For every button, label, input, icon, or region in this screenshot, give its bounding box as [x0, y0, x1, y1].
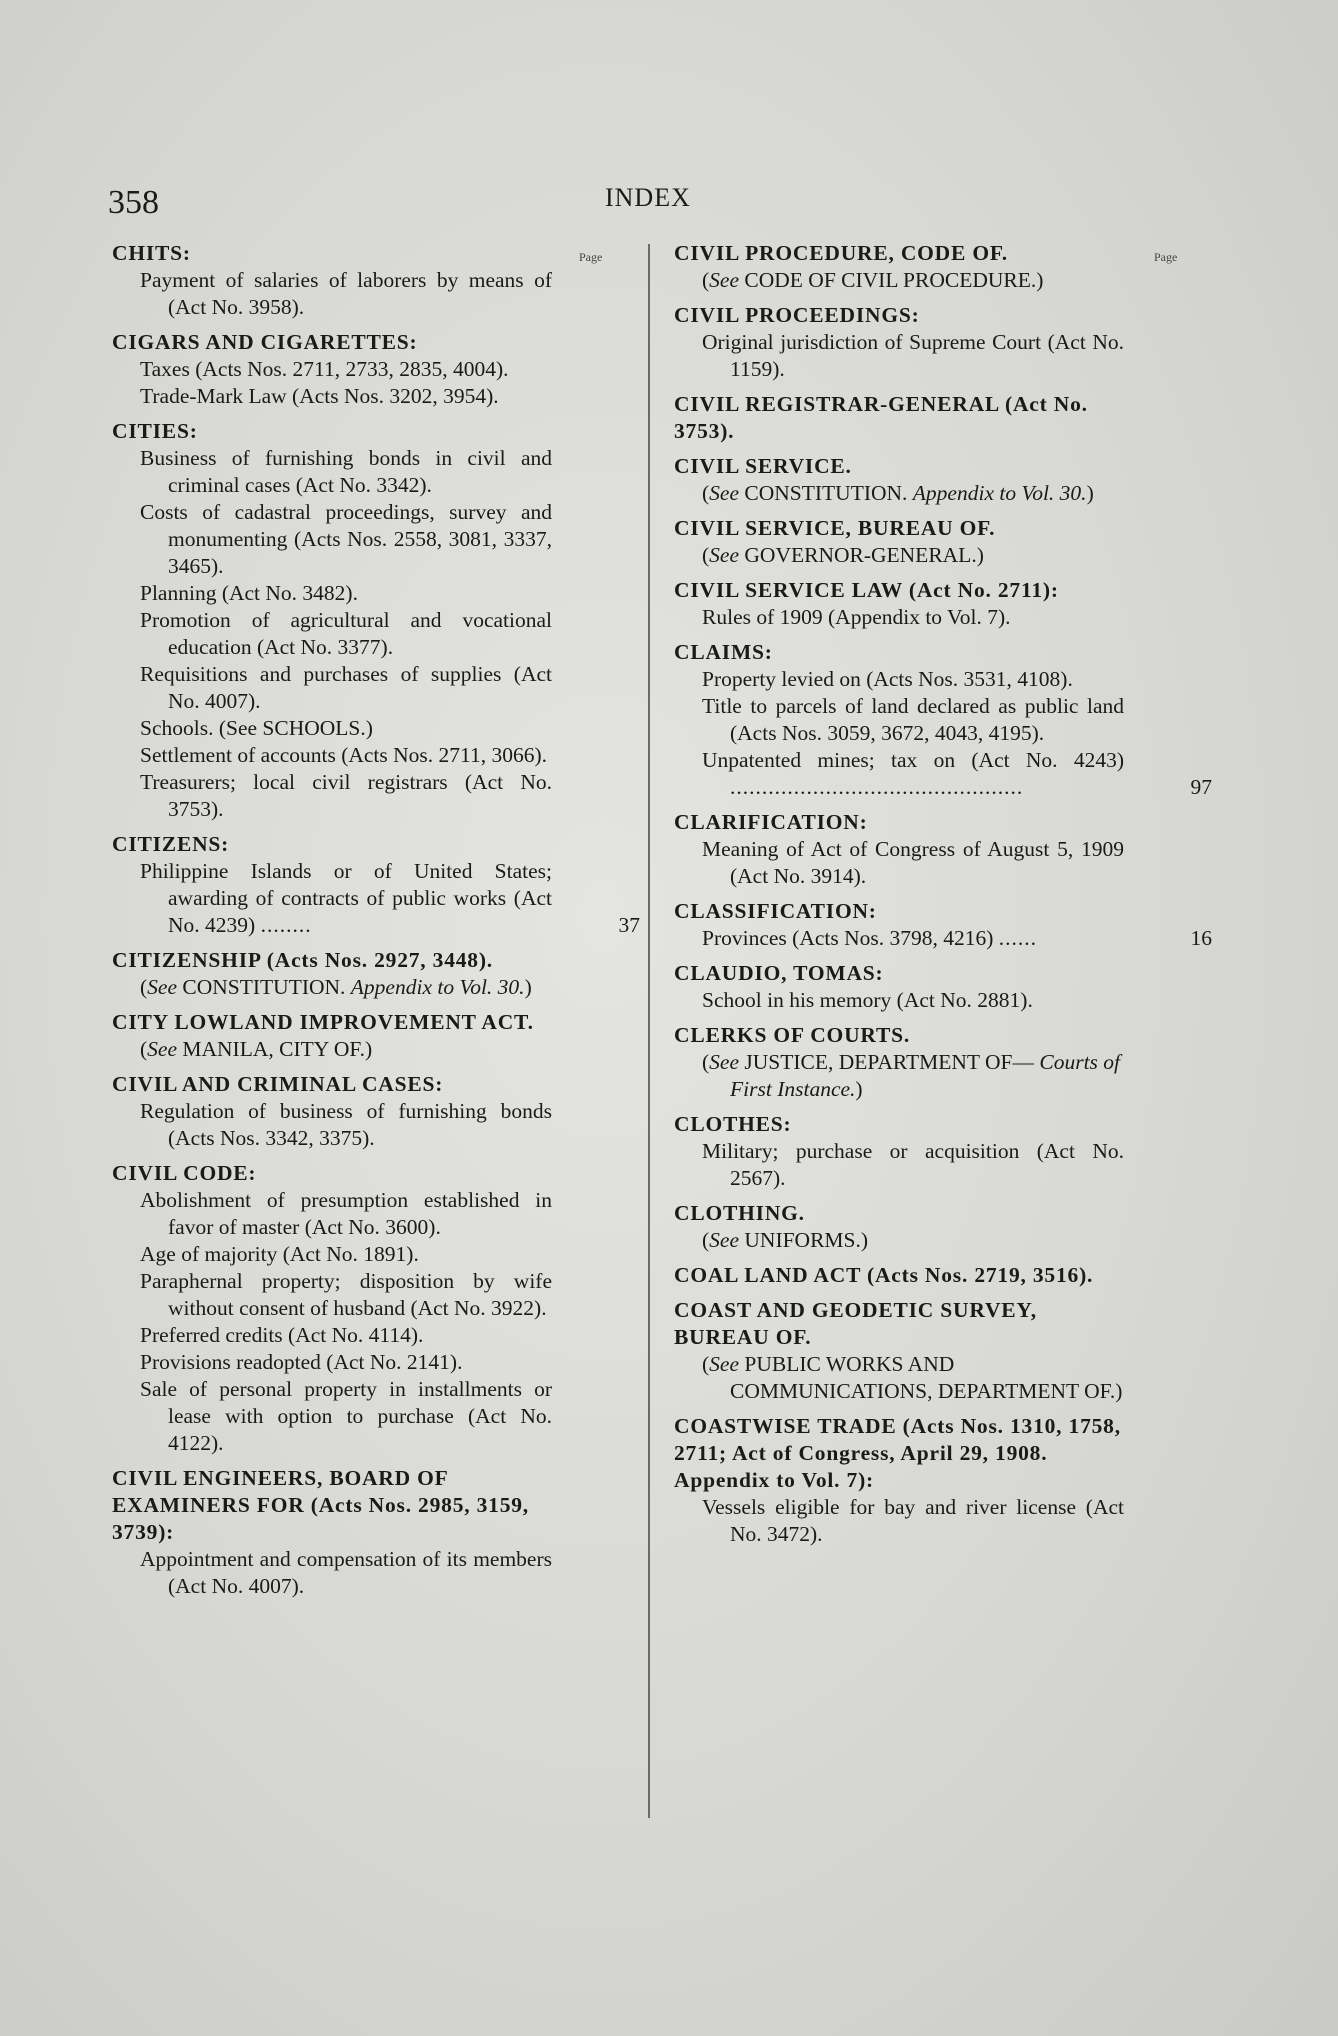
- entry-subheading: [112, 356, 552, 383]
- entry-heading: CITIZENS:: [112, 832, 230, 856]
- entry-subheading: [112, 1241, 552, 1268]
- entry-subheading: [112, 1376, 552, 1457]
- index-entry: [112, 947, 552, 1001]
- page-label-left: Page: [579, 250, 603, 264]
- dot-leader: ..............................................: [730, 775, 1024, 799]
- subheading-text: Vessels eligible for bay and river license (Act No. 3472).: [702, 1495, 1124, 1546]
- entry-subheading: [112, 499, 552, 580]
- index-entry: [112, 329, 552, 410]
- index-entry: [112, 1160, 552, 1457]
- dot-leader: ........: [260, 913, 312, 937]
- entry-subheading: [674, 604, 1124, 631]
- entry-heading: CIVIL SERVICE.: [674, 454, 852, 478]
- index-entry: [674, 1111, 1124, 1192]
- see-label: See: [147, 975, 178, 999]
- cross-reference: (See UNIFORMS.): [702, 1228, 869, 1252]
- entry-subheading: [112, 742, 552, 769]
- entry-subheading: [674, 329, 1124, 383]
- entry-subheading: [112, 580, 552, 607]
- entry-subheading: [674, 987, 1124, 1014]
- entry-heading: CLASSIFICATION:: [674, 899, 877, 923]
- index-entry: [674, 1413, 1124, 1548]
- see-label: See: [709, 543, 740, 567]
- see-target: MANILA, CITY OF.: [182, 1037, 366, 1061]
- see-label: See: [709, 1050, 740, 1074]
- cross-reference: (See GOVERNOR-GENERAL.): [702, 543, 984, 567]
- index-entry: [674, 1297, 1124, 1405]
- subheading-text: Settlement of accounts (Acts Nos. 2711, 3066).: [140, 743, 548, 767]
- subheading-text: Taxes (Acts Nos. 2711, 2733, 2835, 4004).: [140, 357, 509, 381]
- running-head: INDEX: [605, 183, 691, 212]
- entry-subheading: [674, 693, 1124, 747]
- entry-heading: COAL LAND ACT (Acts Nos. 2719, 3516).: [674, 1263, 1094, 1287]
- subheading-text: School in his memory (Act No. 2881).: [702, 988, 1033, 1012]
- entry-heading: CLAIMS:: [674, 640, 773, 664]
- see-target: GOVERNOR-GENERAL.: [744, 543, 977, 567]
- entry-heading: CIVIL SERVICE, BUREAU OF.: [674, 516, 996, 540]
- subheading-text: Provisions readopted (Act No. 2141).: [140, 1350, 463, 1374]
- see-tail: Appendix to Vol. 30.: [350, 975, 525, 999]
- entry-heading: CITY LOWLAND IMPROVEMENT ACT.: [112, 1010, 534, 1034]
- index-entry: [674, 515, 1124, 569]
- subheading-text: Rules of 1909 (Appendix to Vol. 7).: [702, 605, 1011, 629]
- entry-heading: CLERKS OF COURTS.: [674, 1023, 911, 1047]
- subheading-text: Paraphernal property; disposition by wife without consent of husband (Act No. 3922).: [140, 1269, 552, 1320]
- see-target: UNIFORMS.: [744, 1228, 861, 1252]
- subheading-text: Age of majority (Act No. 1891).: [140, 1242, 419, 1266]
- subheading-text: Military; purchase or acquisition (Act No. 2567).: [702, 1139, 1124, 1190]
- entry-subheading: [112, 383, 552, 410]
- entry-subheading: [674, 1494, 1124, 1548]
- entry-subheading: [112, 715, 552, 742]
- entry-subheading: [112, 1268, 552, 1322]
- index-entry: [674, 809, 1124, 890]
- index-entry: [674, 391, 1124, 445]
- entry-heading: CLAUDIO, TOMAS:: [674, 961, 884, 985]
- see-target: PUBLIC WORKS AND COMMUNICATIONS, DEPARTMENT OF.: [730, 1352, 1116, 1403]
- subheading-text: Abolishment of presumption established in favor of master (Act No. 3600).: [140, 1188, 552, 1239]
- entry-subheading: [674, 747, 1212, 801]
- entry-subheading: [112, 858, 640, 939]
- subheading-text: Provinces (Acts Nos. 3798, 4216): [702, 926, 994, 950]
- entry-subheading: [112, 1187, 552, 1241]
- entry-subheading: [112, 1322, 552, 1349]
- entry-subheading: [112, 445, 552, 499]
- dot-leader: ......: [998, 926, 1038, 950]
- index-entry: [112, 1071, 552, 1152]
- index-entry: [674, 240, 1124, 294]
- see-tail: Courts of First Instance.: [730, 1050, 1121, 1101]
- see-label: See: [147, 1037, 178, 1061]
- subheading-text: Promotion of agricultural and vocational education (Act No. 3377).: [140, 608, 552, 659]
- index-entry: [674, 302, 1124, 383]
- entry-heading: CIVIL CODE:: [112, 1161, 257, 1185]
- entry-heading: CHITS:: [112, 241, 191, 265]
- subheading-text: Trade-Mark Law (Acts Nos. 3202, 3954).: [140, 384, 499, 408]
- column-divider: [648, 244, 650, 1818]
- see-target: CODE OF CIVIL PROCEDURE.: [744, 268, 1037, 292]
- subheading-text: Unpatented mines; tax on (Act No. 4243): [702, 748, 1124, 772]
- entry-subheading: [112, 1098, 552, 1152]
- subheading-text: Requisitions and purchases of supplies (Act No. 4007).: [140, 662, 552, 713]
- index-entry: [112, 831, 640, 939]
- entry-subheading: [674, 1138, 1124, 1192]
- see-label: See: [709, 1228, 740, 1252]
- index-entry: [674, 1200, 1124, 1254]
- see-target: CONSTITUTION.: [182, 975, 346, 999]
- index-entry: [674, 1022, 1124, 1103]
- see-label: See: [709, 268, 740, 292]
- page-reference: 97: [1190, 775, 1212, 799]
- subheading-text: Planning (Act No. 3482).: [140, 581, 358, 605]
- cross-reference: (See CONSTITUTION. Appendix to Vol. 30.): [702, 481, 1094, 505]
- entry-subheading: [674, 666, 1124, 693]
- subheading-text: Title to parcels of land declared as public land (Acts Nos. 3059, 3672, 4043, 4195).: [702, 694, 1124, 745]
- entry-subheading: [112, 607, 552, 661]
- see-label: See: [709, 481, 740, 505]
- cross-reference: (See MANILA, CITY OF.): [140, 1037, 373, 1061]
- entry-heading: CITIES:: [112, 419, 198, 443]
- index-entry: [112, 1009, 552, 1063]
- index-entry: [674, 1262, 1124, 1289]
- subheading-text: Costs of cadastral proceedings, survey and monumenting (Acts Nos. 2558, 3081, 3337, 3465).: [140, 500, 552, 578]
- page-reference: 37: [618, 913, 640, 937]
- index-entry: [112, 1465, 552, 1600]
- see-tail: Appendix to Vol. 30.: [912, 481, 1087, 505]
- subheading-text: Regulation of business of furnishing bonds (Acts Nos. 3342, 3375).: [140, 1099, 552, 1150]
- entry-heading: COAST AND GEODETIC SURVEY, BUREAU OF.: [674, 1298, 1037, 1349]
- entry-heading: CITIZENSHIP (Acts Nos. 2927, 3448).: [112, 948, 493, 972]
- see-label: See: [709, 1352, 740, 1376]
- entry-heading: CIVIL SERVICE LAW (Act No. 2711):: [674, 578, 1059, 602]
- entry-heading: CIGARS AND CIGARETTES:: [112, 330, 418, 354]
- subheading-text: Schools. (See SCHOOLS.): [140, 716, 373, 740]
- index-entry: [674, 577, 1124, 631]
- subheading-text: Treasurers; local civil registrars (Act No. 3753).: [140, 770, 552, 821]
- entry-heading: CIVIL ENGINEERS, BOARD OF EXAMINERS FOR (Acts Nos. 2985, 3159, 3739):: [112, 1466, 529, 1544]
- cross-reference: (See PUBLIC WORKS AND COMMUNICATIONS, DEPARTMENT OF.): [702, 1352, 1123, 1403]
- subheading-text: Meaning of Act of Congress of August 5, 1909 (Act No. 3914).: [702, 837, 1124, 888]
- subheading-text: Original jurisdiction of Supreme Court (Act No. 1159).: [702, 330, 1124, 381]
- entry-subheading: [112, 769, 552, 823]
- entry-heading: CLOTHES:: [674, 1112, 792, 1136]
- entry-heading: CLOTHING.: [674, 1201, 805, 1225]
- index-entry: [674, 898, 1212, 952]
- page-number: 358: [108, 184, 159, 221]
- index-entry: [112, 240, 552, 321]
- entry-subheading: [112, 267, 552, 321]
- cross-reference: (See CODE OF CIVIL PROCEDURE.): [702, 268, 1044, 292]
- entry-heading: CIVIL REGISTRAR-GENERAL (Act No. 3753).: [674, 392, 1088, 443]
- entry-subheading: [112, 1546, 552, 1600]
- entry-heading: CLARIFICATION:: [674, 810, 868, 834]
- entry-subheading: [112, 1349, 552, 1376]
- subheading-text: Appointment and compensation of its members (Act No. 4007).: [140, 1547, 552, 1598]
- cross-reference: (See CONSTITUTION. Appendix to Vol. 30.): [140, 975, 532, 999]
- index-entry: [674, 453, 1124, 507]
- subheading-text: Business of furnishing bonds in civil and criminal cases (Act No. 3342).: [140, 446, 552, 497]
- subheading-text: Philippine Islands or of United States; awarding of contracts of public works (Act No. 4239): [140, 859, 552, 937]
- page-reference: 16: [1190, 926, 1212, 950]
- subheading-text: Preferred credits (Act No. 4114).: [140, 1323, 424, 1347]
- entry-heading: COASTWISE TRADE (Acts Nos. 1310, 1758, 2711; Act of Congress, April 29, 1908. Appendix to Vol. 7):: [674, 1414, 1121, 1492]
- entry-subheading: [674, 925, 1212, 952]
- entry-heading: CIVIL PROCEDURE, CODE OF.: [674, 241, 1008, 265]
- index-entry: [674, 960, 1124, 1014]
- index-entry: [674, 639, 1212, 801]
- subheading-text: Property levied on (Acts Nos. 3531, 4108).: [702, 667, 1073, 691]
- index-entry: [112, 418, 552, 823]
- see-target: JUSTICE, DEPARTMENT OF—: [744, 1050, 1034, 1074]
- entry-subheading: [674, 836, 1124, 890]
- page-label-right: Page: [1154, 250, 1178, 264]
- subheading-text: Payment of salaries of laborers by means of (Act No. 3958).: [140, 268, 552, 319]
- see-target: CONSTITUTION.: [744, 481, 908, 505]
- cross-reference: (See JUSTICE, DEPARTMENT OF— Courts of First Instance.): [702, 1050, 1121, 1101]
- entry-subheading: [112, 661, 552, 715]
- entry-heading: CIVIL PROCEEDINGS:: [674, 303, 920, 327]
- entry-heading: CIVIL AND CRIMINAL CASES:: [112, 1072, 444, 1096]
- subheading-text: Sale of personal property in installments or lease with option to purchase (Act No. 4122).: [140, 1377, 552, 1455]
